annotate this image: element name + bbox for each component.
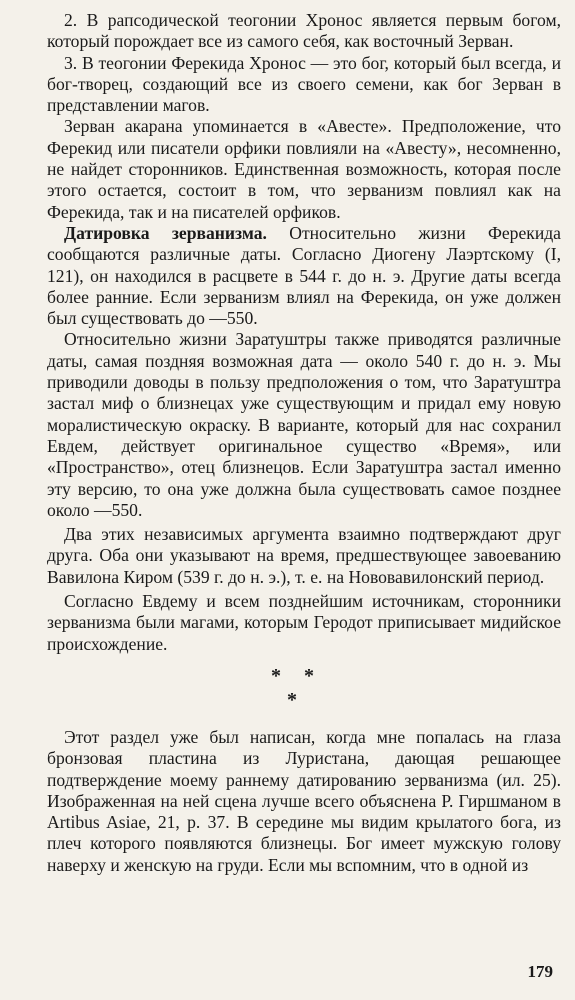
paragraph-p4 bbox=[47, 223, 561, 329]
asterisk-bottom: * bbox=[287, 688, 297, 711]
paragraph-text: Два этих независимых аргумента взаимно подтверждают друг друга. Оба они указывают на время, предшествующее завоеванию Вавилона Киром (539 г. до н. э.), т. е. на Нововавилонский период. bbox=[47, 524, 561, 587]
asterisk-right: * bbox=[304, 664, 314, 687]
paragraph-text: Этот раздел уже был написан, когда мне попалась на глаза бронзовая пластина из Луристана, дающая решающее подтверждение моему раннему датированию зерванизма (ил. 25). Изображенная на ней сцена лучше всего объяснена Р. Гиршманом в Artibus Asiae, 21, p. 37. В середине мы видим крылатого бога, из плеч которого появляются близнецы. Бог имеет мужскую голову наверху и женскую на груди. Если мы вспомним, что в одной из bbox=[47, 726, 561, 875]
paragraph-p1 bbox=[47, 10, 561, 53]
paragraph-p6 bbox=[47, 524, 561, 588]
paragraph-p5 bbox=[47, 329, 561, 521]
paragraph-text: Относительно жизни Заратуштры также приводятся различные даты, самая поздняя возможная дата — около 540 г. до н. э. Мы приводили доводы в пользу предположения о том, что Заратуштра застал миф о близнецах уже существующим и придал ему новую моралистическую окраску. В варианте, который для нас сохранил Евдем, действует оригинальное существо «Время», или «Пространство», отец близнецов. Если Заратуштра застал именно эту версию, то она уже должна была существовать самое позднее около —550. bbox=[47, 329, 561, 520]
paragraph-text: Относительно жизни Ферекида сообщаются различные даты. Согласно Диогену Лаэртскому (I, 121), он находился в расцвете в 544 г. до н. э. Другие даты всегда более ранние. Если зерванизм влиял на Ферекида, он уже должен был существовать до —550. bbox=[47, 222, 561, 329]
text-section-after bbox=[47, 727, 561, 876]
page-number: 179 bbox=[527, 962, 553, 981]
paragraph-p7 bbox=[47, 591, 561, 655]
paragraph-text: 3. В теогонии Ферекида Хронос — это бог, который был всегда, и бог-творец, создающий все из своего семени, как бог Зерван в представлении магов. bbox=[47, 52, 561, 116]
asterisk-left: * bbox=[271, 664, 281, 687]
paragraph-p2 bbox=[47, 53, 561, 117]
paragraph-p3 bbox=[47, 116, 561, 222]
paragraph-text: Согласно Евдему и всем позднейшим источникам, сторонники зерванизма были магами, которым Геродот приписывает мидийское происхождение. bbox=[47, 591, 561, 654]
paragraph-text: 2. В рапсодической теогонии Хронос является первым богом, который порождает все из самого себя, как восточный Зерван. bbox=[47, 10, 561, 52]
section-divider bbox=[47, 663, 561, 727]
text-section bbox=[47, 10, 561, 655]
paragraph-text: Зерван акарана упоминается в «Авесте». Предположение, что Ферекид или писатели орфики повлияли на «Авесту», несомненно, не найдет сторонников. Единственная возможность, которая после этого остается, состоит в том, что зерванизм повлиял как на Ферекида, так и на писателей орфиков. bbox=[47, 116, 561, 222]
paragraph-p8 bbox=[47, 727, 561, 876]
paragraph-heading: Датировка зерванизма. bbox=[64, 222, 267, 243]
